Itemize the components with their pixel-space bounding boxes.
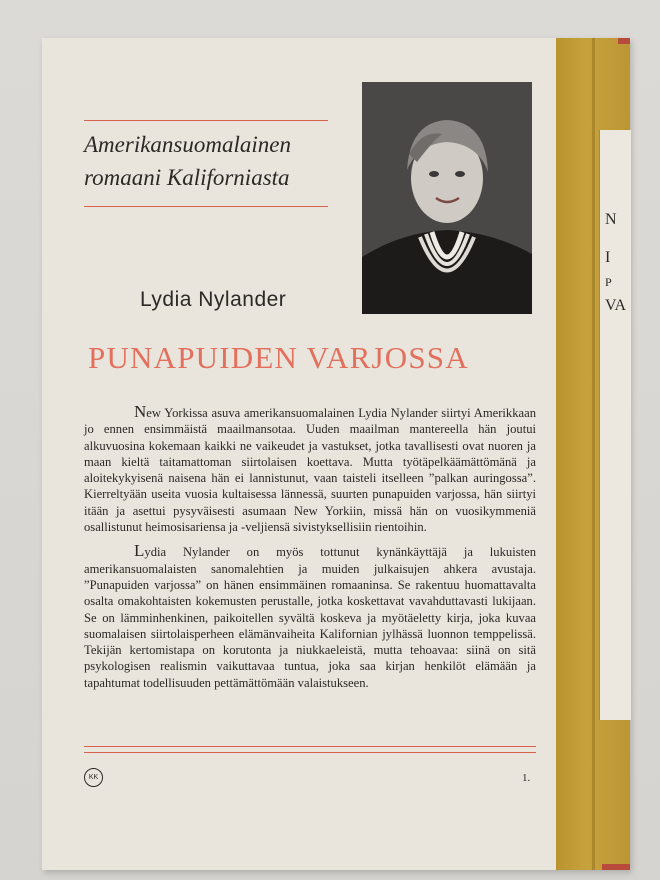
- book-title: PUNAPUIDEN VARJOSSA: [88, 340, 469, 375]
- page-number: 1.: [522, 772, 531, 784]
- tagline-line-1: Amerikansuomalainen: [84, 132, 291, 157]
- portrait-illustration: [362, 82, 532, 314]
- blurb-paragraph: Lydia Nylander on myös tottunut kynänkäyttäjä ja lukuisten amerikansuomalaisten sanomalehtien ja muiden julkaisujen ahkera avustaja. ”Punapuiden varjossa” on hänen ensimmäinen romaaninsa. Se rakentuu huomattavalta osalta omakohtaisten kokemusten perustalle, jotka koskettavat vavahduttavasti lukijaan. Se on lämminhenkinen, paikoitellen syvältä koskeva ja myötäeletty kirja, joka kuvaa suomalaisen siirtolaisperheen elämänvaiheita Kalifornian jylhässä luonnon temppelissä. Tekijän kertomistapa on korutonta ja niukkaeleistä, mutta tehoavaa: siinä on sitä psykologisen realismin vaikuttavaa tuntua, joka saa kirjan henkilöt elämään ja tapahtumat todellisuuden pettämättömään valaistukseen.: [84, 541, 536, 690]
- spine-letter: P: [605, 275, 612, 289]
- spine-letter: VA: [605, 297, 627, 314]
- spine-letter: N: [605, 211, 617, 228]
- author-name: Lydia Nylander: [140, 288, 287, 311]
- spine-red-edge-top: [618, 38, 630, 44]
- blurb-text: [84, 404, 536, 699]
- tagline: [84, 128, 374, 194]
- blurb-paragraph: New Yorkissa asuva amerikansuomalainen Lydia Nylander siirtyi Amerikkaan jo ennen ensimmäistä maailmansotaa. Uuden maailman mantereella hän joutui alkuvuosina kokemaan kaikki ne vaikeudet ja vastukset, jotka tavallisesti ovat nuoren ja maan kieltä taitamattoman siirtolaisen koettava. Mutta työtäpelkäämättömänä ja aloitekykyisenä naisena hän ei lannistunut, vaan taisteli itselleen ”palkan auringossa”. Kierreltyään useita vuosia kultaisessa lännessä, suurten punapuiden varjossa, hän siirtyi itään ja asettui pysyväisesti asumaan New Yorkiin, missä hän on vuosikymmeniä osallistunut heimosisariensa ja -veljiensä sivistyksellisiin rientoihin.: [84, 402, 536, 535]
- footer-rules: [84, 746, 536, 760]
- tagline-line-2: romaani Kaliforniasta: [84, 165, 290, 190]
- top-rule-lower: [84, 206, 328, 207]
- top-rule-upper: [84, 120, 328, 121]
- author-portrait: [362, 82, 532, 314]
- footer-rule-1: [84, 746, 536, 747]
- footer-rule-2: [84, 752, 536, 753]
- book-back-cover: [42, 38, 630, 870]
- spine-letters: [605, 208, 630, 318]
- spine-fold: [592, 38, 595, 870]
- publisher-logo-icon: KK: [84, 768, 103, 787]
- spine-red-edge-bottom: [602, 864, 630, 870]
- spine-letter: I: [605, 249, 611, 266]
